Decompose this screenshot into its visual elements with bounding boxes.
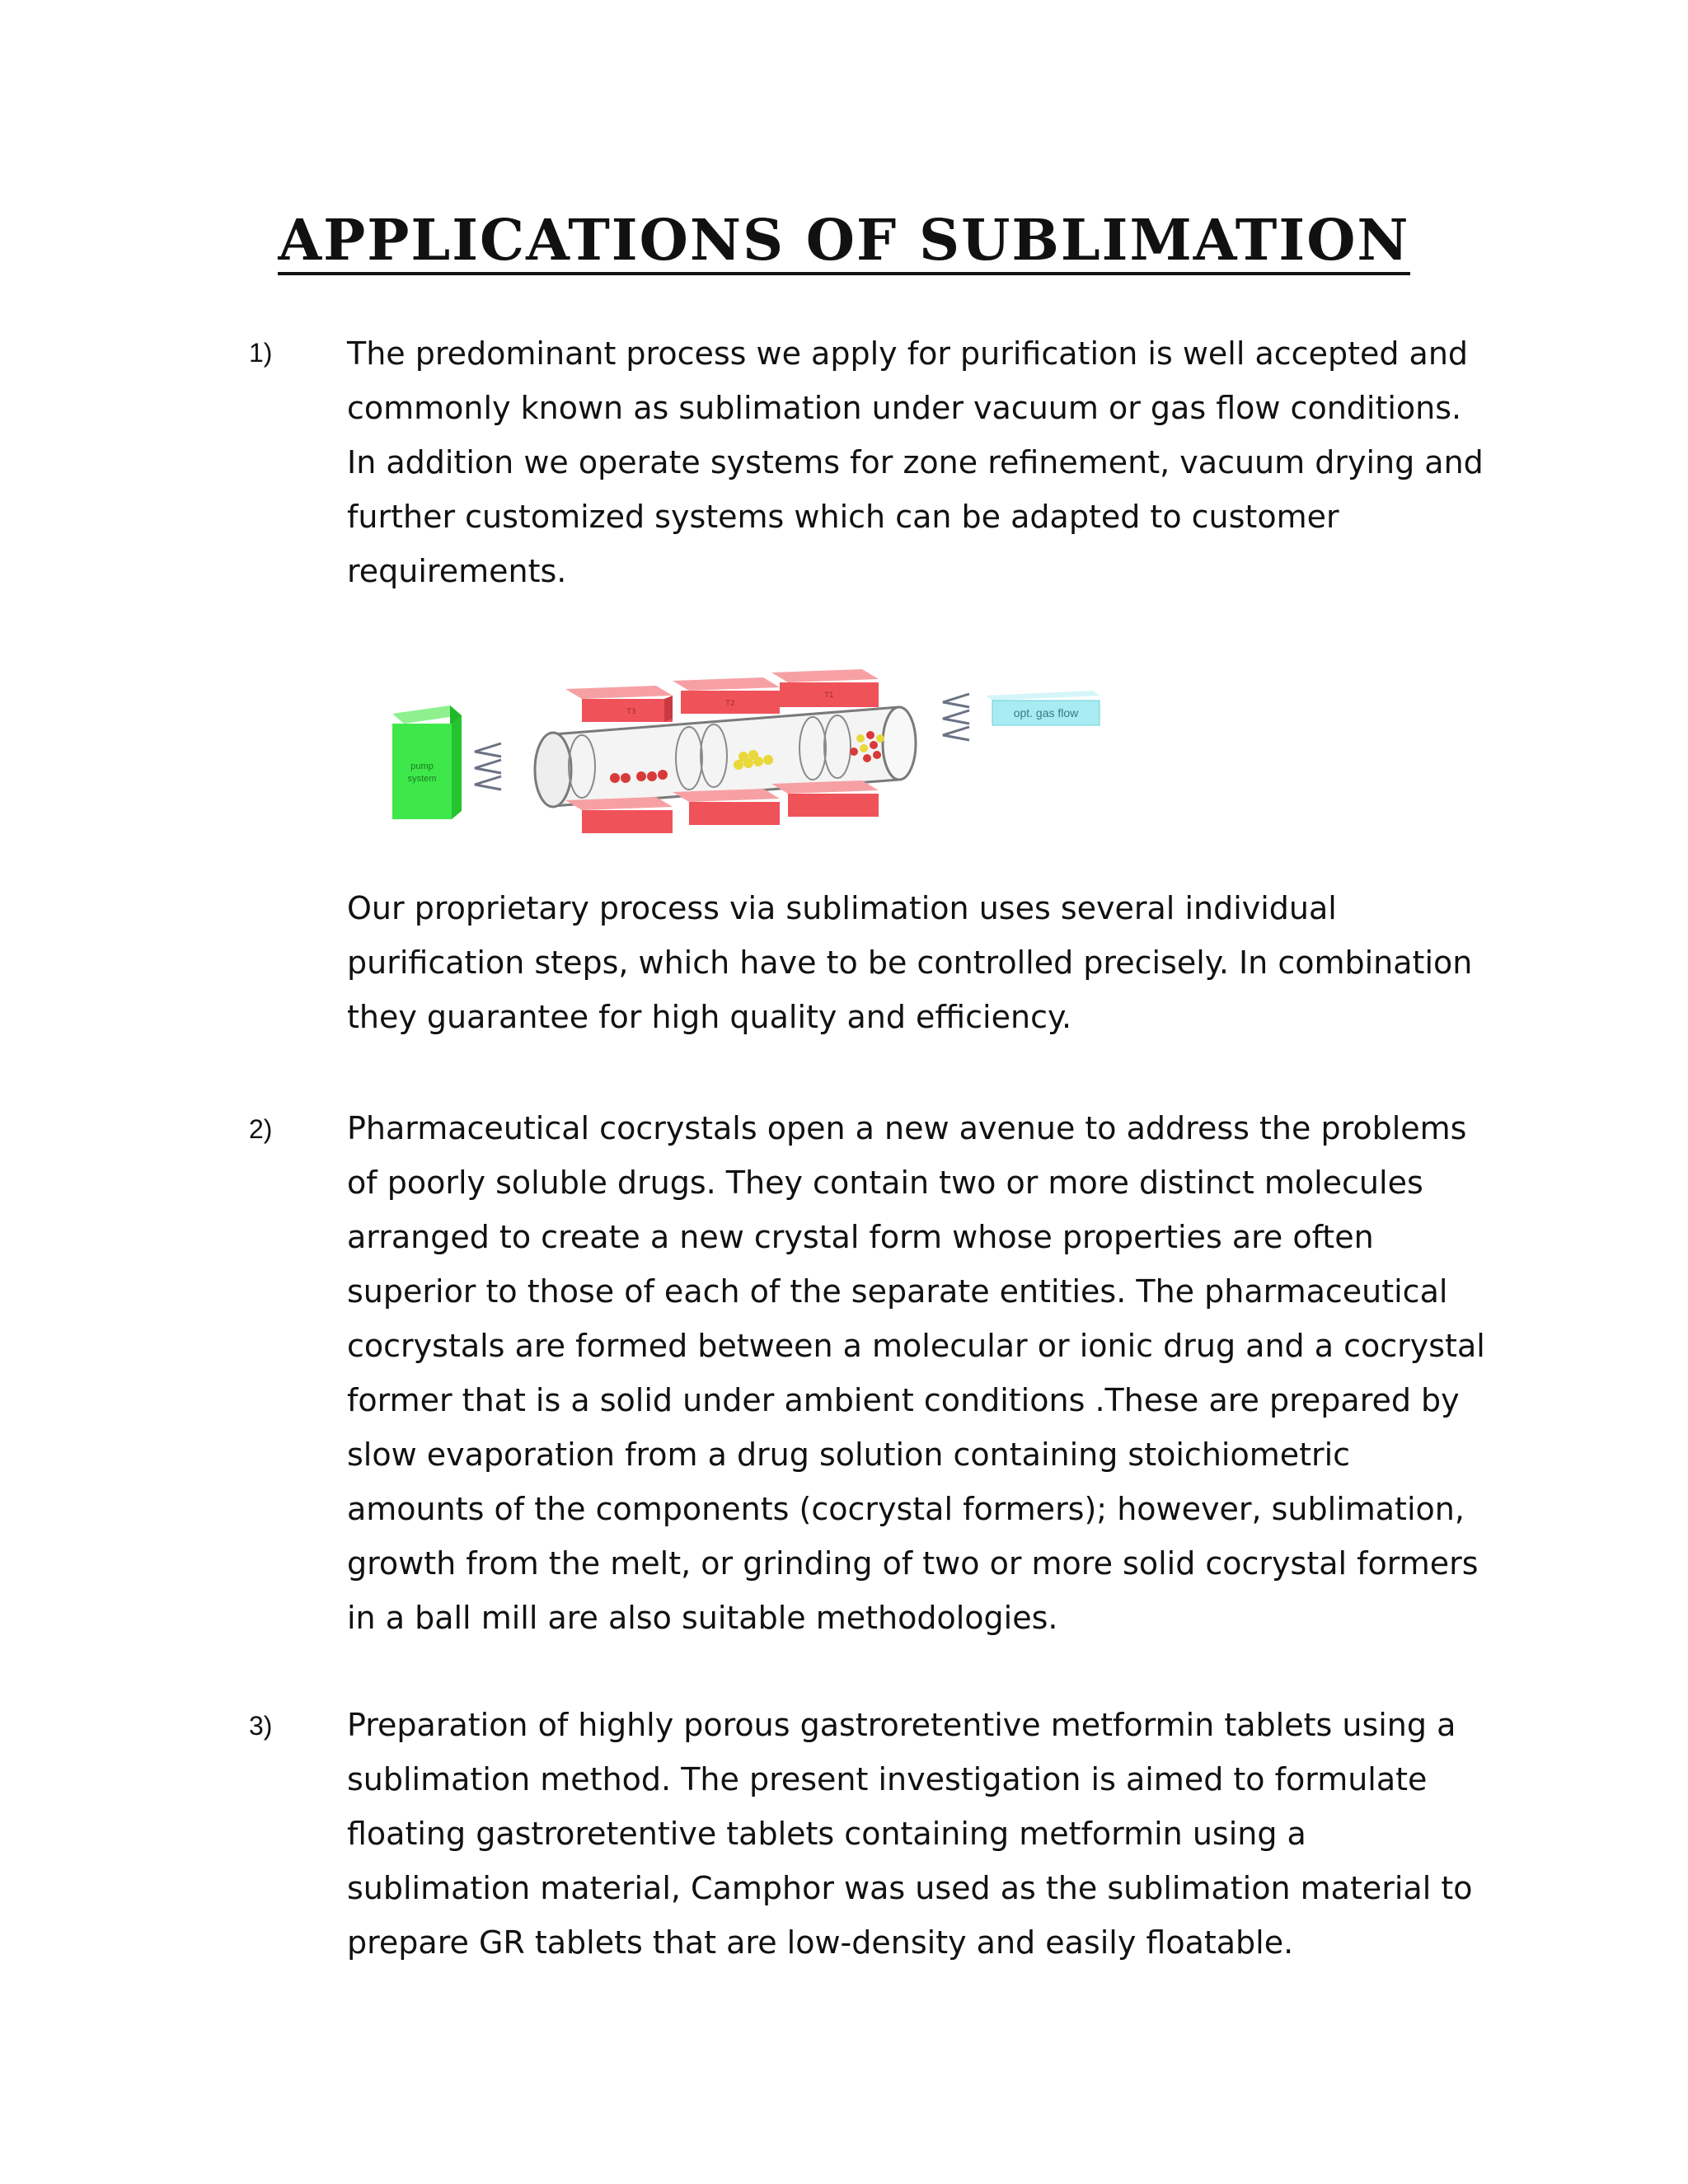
heater-label-t2: T2 [725, 700, 735, 708]
gas-flow-label: opt. gas flow [1013, 706, 1079, 719]
item-number-1: 1) [249, 338, 273, 368]
pump-label-line2: system [407, 774, 437, 784]
arrows-left [475, 743, 501, 790]
page-title [0, 208, 1688, 275]
item-number-3: 3) [249, 1711, 273, 1741]
pump-system-block [392, 705, 462, 819]
item-2-paragraph-1: Pharmaceutical cocrystals open a new avenue to address the problems of poorly soluble drugs. They contain two or more distinct molecules arranged to create a new crystal form whose properties are often superior to those of each of the separate entities. The pharmaceutical cocrystals are formed between a molecular or ionic drug and a cocrystal former that is a solid under ambient conditions .These are prepared by slow evaporation from a drug solution containing stoichiometric amounts of the components (cocrystal formers); however, sublimation, growth from the melt, or grinding of two or more solid cocrystal formers in a ball mill are also suitable methodologies. [347, 1110, 1485, 1636]
heater-label-t1: T1 [824, 691, 834, 700]
page-title-text: APPLICATIONS OF SUBLIMATION [278, 208, 1410, 274]
pump-label-line1: pump [410, 762, 434, 771]
item-1-paragraph-1: The predominant process we apply for purification is well accepted and commonly known as sublimation under vacuum or gas flow conditions. In addition we operate systems for zone refinement, vacuum drying and further customized systems which can be adapted to customer requirements. [347, 335, 1484, 589]
sublimation-apparatus-diagram [384, 656, 1109, 846]
item-3-paragraph-1: Preparation of highly porous gastroretentive metformin tablets using a sublimation method. The present investigation is aimed to formulate floating gastroretentive tablets containing metformin using a sublimation material, Camphor was used as the sublimation material to prepare GR tablets that are low-density and easily floatable. [347, 1707, 1473, 1961]
heater-label-t3: T3 [626, 708, 636, 716]
arrows-right [943, 694, 969, 740]
gas-flow-box [986, 691, 1100, 725]
item-number-2: 2) [249, 1114, 273, 1144]
item-1-paragraph-2: Our proprietary process via sublimation uses several individual purification steps, which have to be controlled precisely. In combination they guarantee for high quality and efficiency. [347, 890, 1473, 1035]
